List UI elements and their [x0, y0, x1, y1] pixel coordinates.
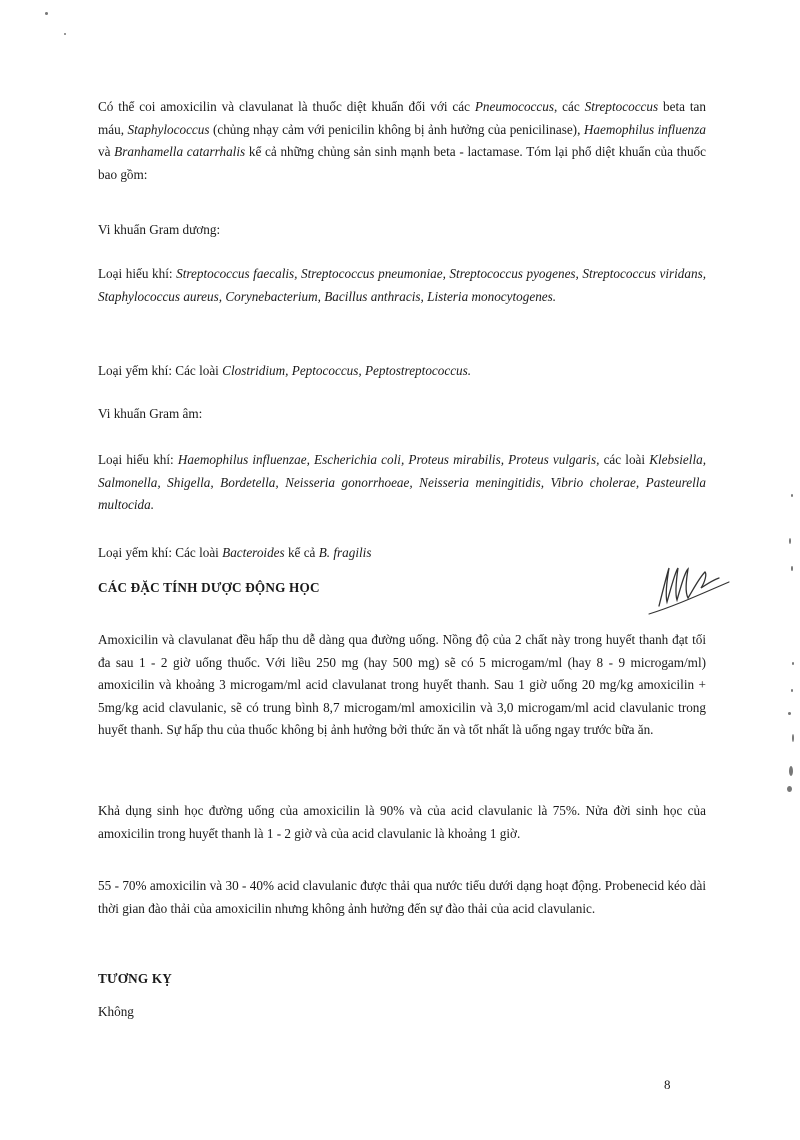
incompatibility-body: Không: [98, 1004, 134, 1019]
gram-positive-heading: Vi khuẩn Gram dương:: [98, 222, 221, 237]
gram-negative-aerobic-paragraph: Loại hiếu khí: Haemophilus influenzae, Escherichia coli, Proteus mirabilis, Proteus vulgaris, các loài Klebsiella, Salmonella, Shigella, Bordetella, Neisseria gonorrhoeae, Neisseria meningitidis, Vibrio cholerae, Pasteurella multocida.: [98, 452, 706, 512]
scan-speck: [792, 662, 794, 665]
scan-speck: [64, 33, 66, 35]
page-number: 8: [664, 1077, 671, 1092]
scan-speck: [789, 538, 791, 544]
handwritten-signature-icon: [645, 560, 735, 620]
scan-speck: [791, 494, 793, 497]
pk-bioavailability-paragraph: Khả dụng sinh học đường uống của amoxicilin là 90% và của acid clavulanic là 75%. Nửa đời sinh học của amoxicilin trong huyết thanh là 1 - 2 giờ và của acid clavulanic là khoảng 1 giờ.: [98, 803, 706, 841]
pharmacokinetics-heading: CÁC ĐẶC TÍNH DƯỢC ĐỘNG HỌC: [98, 580, 320, 595]
scan-speck: [787, 786, 792, 792]
incompatibility-heading: TƯƠNG KỴ: [98, 971, 173, 986]
scan-speck: [789, 766, 793, 776]
spectrum-intro-paragraph: Có thể coi amoxicilin và clavulanat là thuốc diệt khuẩn đối với các Pneumococcus, các Streptococcus beta tan máu, Staphylococcus (chủng nhạy cảm với penicilin không bị ảnh hưởng của penicilinase), Haemophilus influenza và Branhamella catarrhalis kể cả những chủng sản sinh mạnh beta - lactamase. Tóm lại phổ diệt khuẩn của thuốc bao gồm:: [98, 99, 707, 182]
pk-absorption-paragraph: Amoxicilin và clavulanat đều hấp thu dễ dàng qua đường uống. Nồng độ của 2 chất này trong huyết thanh đạt tối đa sau 1 - 2 giờ uống thuốc. Với liều 250 mg (hay 500 mg) sẽ có 5 microgam/ml (hay 8 - 9 microgam/ml) amoxicilin và khoảng 3 microgam/ml acid clavulanat trong huyết thanh. Sau 1 giờ uống 20 mg/kg amoxicilin + 5mg/kg acid clavulanic, sẽ có trung bình 8,7 microgam/ml amoxicilin và 3,0 microgam/ml acid clavulanic trong huyết thanh. Sự hấp thu của thuốc không bị ảnh hưởng bởi thức ăn và tốt nhất là uống ngay trước bữa ăn.: [98, 632, 706, 737]
scan-speck: [788, 712, 791, 715]
scan-speck: [792, 734, 794, 742]
gram-negative-heading: Vi khuẩn Gram âm:: [98, 406, 203, 421]
scan-speck: [791, 689, 793, 692]
scan-speck: [791, 566, 793, 571]
scan-speck: [45, 12, 48, 15]
gram-negative-anaerobic-paragraph: Loại yếm khí: Các loài Bacteroides kể cả B. fragilis: [98, 545, 372, 560]
gram-positive-aerobic-paragraph: Loại hiếu khí: Streptococcus faecalis, Streptococcus pneumoniae, Streptococcus pyogenes, Streptococcus viridans, Staphylococcus aureus, Corynebacterium, Bacillus anthracis, Listeria monocytogenes.: [98, 266, 707, 304]
gram-positive-anaerobic-paragraph: Loại yếm khí: Các loài Clostridium, Peptococcus, Peptostreptococcus.: [98, 363, 472, 378]
pk-excretion-paragraph: 55 - 70% amoxicilin và 30 - 40% acid clavulanic được thải qua nước tiểu dưới dạng hoạt động. Probenecid kéo dài thời gian đào thải của amoxicilin nhưng không ảnh hưởng đến sự đào thải của acid clavulanic.: [98, 878, 706, 916]
